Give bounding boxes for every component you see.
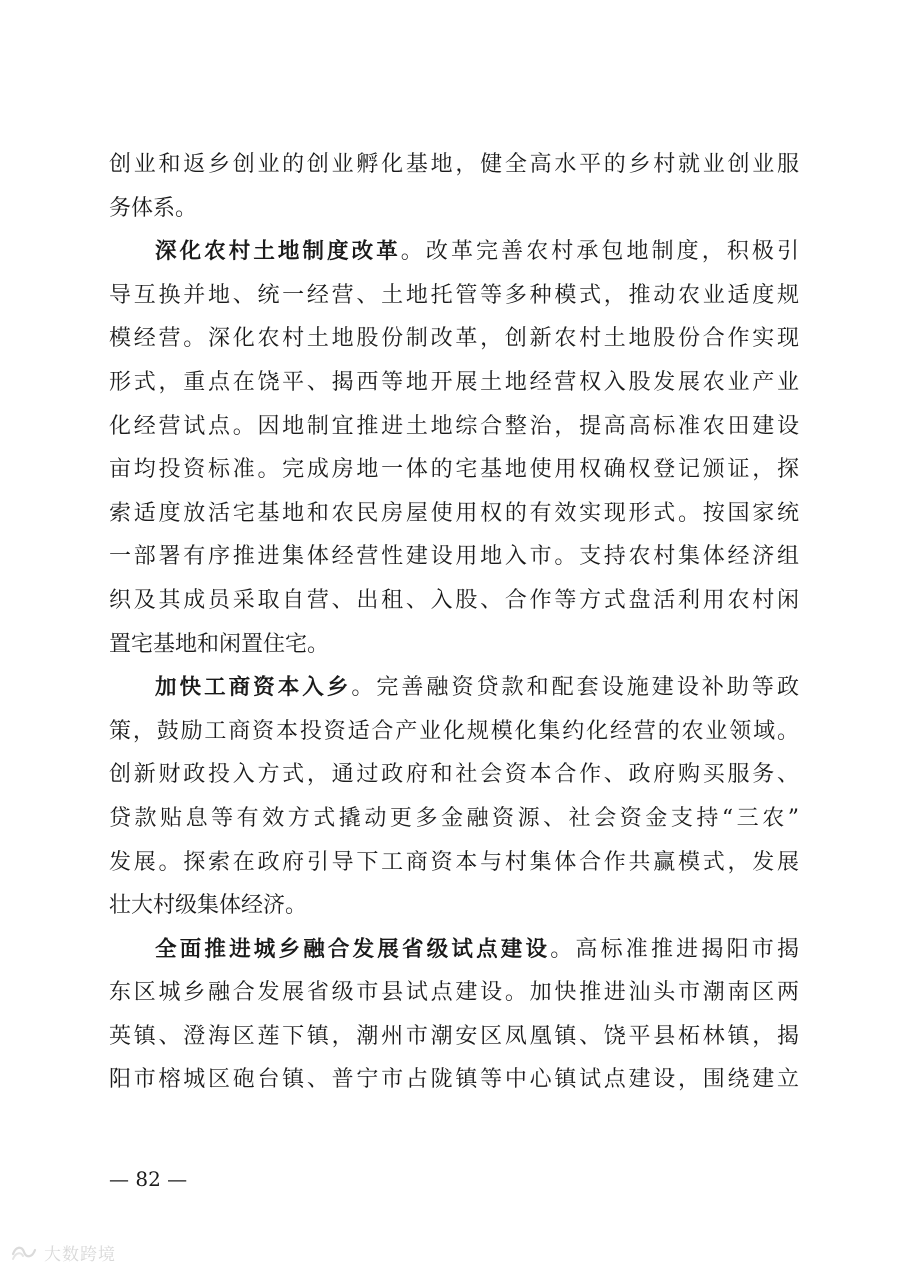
text-line: 东区城乡融合发展省级市县试点建设。加快推进汕头市潮南区两 <box>109 980 799 1006</box>
text-line: 贷款贴息等有效方式撬动更多金融资源、社会资金支持“三农” <box>109 805 799 831</box>
paragraph-first-line <box>109 928 799 972</box>
wave-logo-icon <box>10 1240 38 1264</box>
paragraph-first-line <box>109 230 799 274</box>
watermark-text: 大数跨境 <box>44 1244 116 1265</box>
text-line: 壮大村级集体经济。 <box>109 893 308 919</box>
text-line: 务体系。 <box>109 195 198 221</box>
text-line: 一部署有序推进集体经营性建设用地入市。支持农村集体经济组 <box>109 544 799 570</box>
text-line: 英镇、澄海区莲下镇，潮州市潮安区凤凰镇、饶平县柘林镇，揭 <box>109 1023 799 1049</box>
page-number: — 82 — <box>109 1167 188 1191</box>
text-line: 导互换并地、统一经营、土地托管等多种模式，推动农业适度规 <box>109 282 799 308</box>
text-line: 模经营。深化农村土地股份制改革，创新农村土地股份合作实现 <box>109 326 799 352</box>
text-span: 。高标准推进揭阳市揭 <box>550 936 799 962</box>
text-line: 化经营试点。因地制宜推进土地综合整治，提高高标准农田建设 <box>109 413 799 439</box>
text-span: 。改革完善农村承包地制度，积极引 <box>400 239 799 265</box>
text-line: 发展。探索在政府引导下工商资本与村集体合作共赢模式，发展 <box>109 849 799 875</box>
section-heading: 全面推进城乡融合发展省级试点建设 <box>155 936 551 962</box>
text-line: 阳市榕城区砲台镇、普宁市占陇镇等中心镇试点建设，围绕建立 <box>109 1067 799 1093</box>
text-line: 创业和返乡创业的创业孵化基地，健全高水平的乡村就业创业服 <box>109 152 799 177</box>
text-line: 创新财政投入方式，通过政府和社会资本合作、政府购买服务、 <box>109 762 799 788</box>
watermark <box>10 1237 116 1267</box>
section-heading: 加快工商资本入乡 <box>155 675 352 701</box>
body-text <box>109 143 799 1102</box>
text-line: 策，鼓励工商资本投资适合产业化规模化集约化经营的农业领域。 <box>109 718 799 744</box>
text-line: 索适度放活宅基地和农民房屋使用权的有效实现形式。按国家统 <box>109 500 799 526</box>
paragraph-first-line <box>109 666 799 710</box>
text-line: 织及其成员采取自营、出租、入股、合作等方式盘活利用农村闲 <box>109 587 799 613</box>
text-line: 亩均投资标准。完成房地一体的宅基地使用权确权登记颁证，探 <box>109 457 799 483</box>
text-line: 置宅基地和闲置住宅。 <box>109 631 330 657</box>
section-heading: 深化农村土地制度改革 <box>155 239 401 265</box>
text-line: 形式，重点在饶平、揭西等地开展土地经营权入股发展农业产业 <box>109 369 799 395</box>
text-span: 。完善融资贷款和配套设施建设补助等政 <box>351 675 799 701</box>
